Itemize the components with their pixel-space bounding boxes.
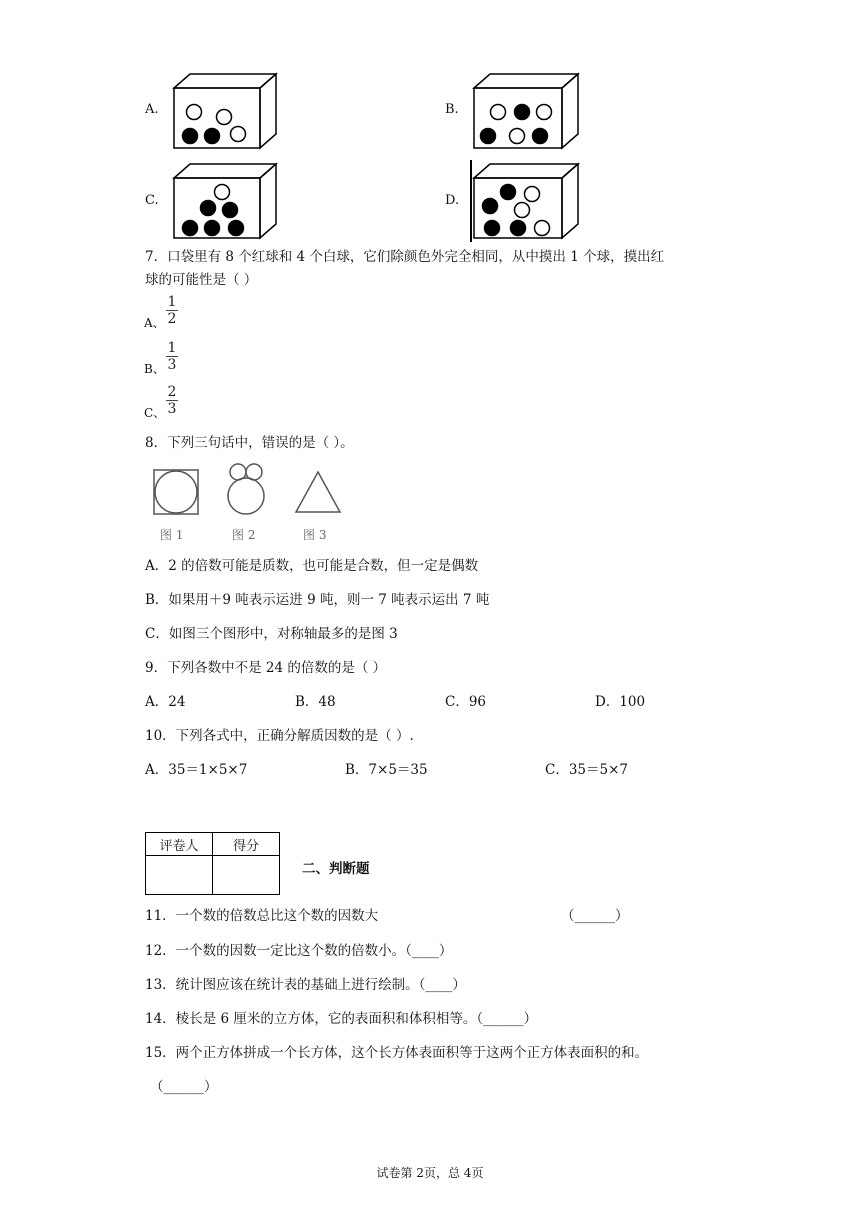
fig1-circle: [155, 471, 197, 513]
q7-option-a-label: A、: [144, 316, 165, 330]
q9-stem: 9．下列各数中不是 24 的倍数的是（ ）: [145, 660, 387, 676]
q7-option-a-fraction: [166, 295, 178, 326]
q6-box-d-figure: [470, 160, 582, 242]
q6-option-c-label: C.: [145, 193, 159, 208]
q10-stem: 10．下列各式中，正确分解质因数的是（ ）.: [145, 728, 414, 744]
q6-box-c-figure: [170, 160, 280, 242]
q7-stem-line2: 球的可能性是（ ）: [145, 272, 258, 288]
q7-option-c-label: C、: [144, 406, 166, 420]
score-table-score-header: 得分: [213, 833, 280, 856]
q6-option-b-label: B.: [445, 102, 459, 117]
q9-option-c[interactable]: C．96: [445, 694, 487, 710]
q9-option-d[interactable]: D．100: [595, 694, 646, 710]
figure-1-label: 图 1: [160, 528, 184, 542]
score-table-score-cell[interactable]: [213, 856, 280, 895]
q15-text: 15．两个正方体拼成一个长方体，这个长方体表面积等于这两个正方体表面积的和。: [145, 1045, 649, 1061]
figure-2-label: 图 2: [232, 528, 256, 542]
q8-option-a[interactable]: A．2 的倍数可能是质数，也可能是合数，但一定是偶数: [145, 558, 479, 574]
fig1-square: [154, 470, 198, 514]
q8-figures: [148, 462, 358, 520]
q7-option-b-label: B、: [144, 362, 165, 376]
score-table-grader-header: 评卷人: [146, 833, 213, 856]
page-footer: 试卷第 2页，总 4页: [376, 1166, 484, 1180]
q8-option-c[interactable]: C．如图三个图形中，对称轴最多的是图 3: [145, 626, 398, 642]
q11-answer-blank[interactable]: （______）: [561, 908, 629, 924]
fig3-triangle: [296, 472, 340, 512]
q10-option-a[interactable]: A．35＝1×5×7: [145, 762, 248, 778]
q12-text[interactable]: 12．一个数的因数一定比这个数的倍数小。（____）: [145, 943, 453, 959]
q7-stem-line1: 7．口袋里有 8 个红球和 4 个白球，它们除颜色外完全相同，从中摸出 1 个球，摸出红: [145, 249, 665, 265]
q7-option-b-numerator: 1: [167, 340, 177, 356]
q11-text: 11．一个数的倍数总比这个数的因数大: [145, 908, 379, 924]
score-table-grader-cell[interactable]: [146, 856, 213, 895]
figure-3-label: 图 3: [303, 528, 327, 542]
q6-option-d-label: D.: [445, 193, 460, 208]
q15-answer-blank[interactable]: （______）: [150, 1079, 218, 1095]
q6-box-a-figure: [170, 70, 280, 152]
q13-text[interactable]: 13．统计图应该在统计表的基础上进行绘制。（____）: [145, 977, 466, 993]
q7-option-c-denominator: 3: [167, 401, 177, 417]
q7-option-c-fraction: [166, 385, 178, 416]
q7-option-c-numerator: 2: [167, 384, 177, 400]
q8-stem: 8．下列三句话中，错误的是（ ）。: [145, 435, 354, 451]
q7-option-a-denominator: 2: [167, 311, 177, 327]
q8-option-b[interactable]: B．如果用＋9 吨表示运进 9 吨，则一 7 吨表示运出 7 吨: [145, 592, 490, 608]
q14-text[interactable]: 14．棱长是 6 厘米的立方体，它的表面积和体积相等。（______）: [145, 1011, 538, 1027]
section-2-title: 二、判断题: [302, 861, 370, 877]
q9-option-a[interactable]: A．24: [145, 694, 186, 710]
q7-option-b-denominator: 3: [167, 357, 177, 373]
q6-option-a-label: A.: [145, 102, 159, 117]
q7-option-a-numerator: 1: [167, 294, 177, 310]
q7-option-b-fraction: [166, 341, 178, 372]
q10-option-c[interactable]: C．35＝5×7: [545, 762, 628, 778]
q6-box-b-figure: [470, 70, 582, 152]
score-table: [145, 832, 280, 895]
fig2-large-circle: [228, 478, 264, 514]
q9-option-b[interactable]: B．48: [295, 694, 336, 710]
q10-option-b[interactable]: B．7×5＝35: [345, 762, 428, 778]
